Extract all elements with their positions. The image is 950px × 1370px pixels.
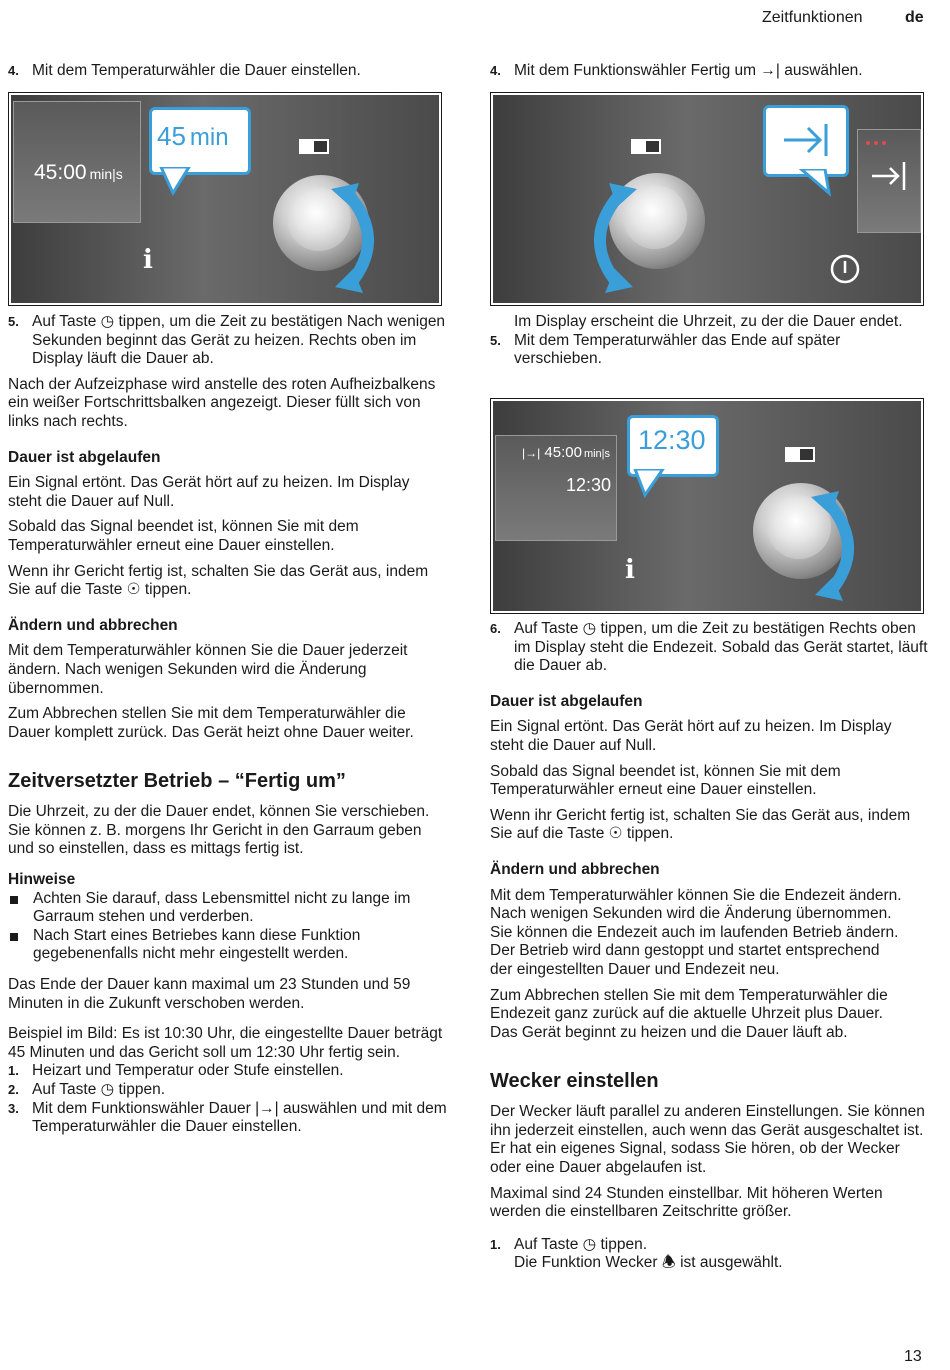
figure-endtime-panel: [490, 398, 924, 614]
power-icon: [829, 253, 861, 285]
bubble-tail: [159, 167, 199, 197]
display-duration: 45:00: [544, 444, 582, 461]
right-step-1: 1. Auf Taste ◷ tippen. Die Funktion Wecker 🕭 ist ausgewählt.: [490, 1235, 783, 1272]
para-wenn: Wenn ihr Gericht fertig ist, schalten Sie das Gerät aus, indem Sie auf die Taste ☉ tippen.: [490, 806, 911, 843]
figure-duration-panel: [8, 92, 442, 306]
info-icon: i: [143, 245, 153, 275]
right-text-2: [490, 620, 930, 1273]
clock-icon: ◷: [100, 1081, 115, 1098]
header-section: Zeitfunktionen: [762, 9, 863, 26]
bubble-tail: [633, 469, 673, 499]
bubble-45min: 45 min: [149, 107, 251, 175]
para-sobald: Sobald das Signal beendet ist, können Sie mit dem Temperaturwähler erneut eine Dauer einstellen.: [490, 762, 841, 799]
finish-time-icon: →|: [760, 62, 780, 79]
para-signal: Ein Signal ertönt. Das Gerät hört auf zu heizen. Im Display steht die Dauer auf Null.: [8, 474, 410, 510]
para-aendern: Mit dem Temperaturwähler können Sie die Dauer jederzeit ändern. Nach wenigen Sekunden wird die Änderung übernommen.: [8, 642, 408, 697]
bubble-endtime: 12:30: [627, 415, 719, 477]
para-wecker: Der Wecker läuft parallel zu anderen Einstellungen. Sie können ihn jederzeit einstellen, auch wenn das Gerät ausgeschaltet ist. Er hat ein eigenes Signal, sodass Sie hören, ob der Wecker oder eine Dauer abgelaufen ist.: [490, 1103, 925, 1177]
duration-icon: |→|: [522, 446, 541, 460]
bubble-finish-icon: [763, 105, 849, 177]
clock-icon: ◷: [582, 1235, 597, 1253]
header-lang: de: [905, 9, 924, 26]
heading-wecker: Wecker einstellen: [490, 1070, 659, 1093]
power-icon: ☉: [608, 825, 623, 843]
left-step-4: 4. Mit dem Temperaturwähler die Dauer einstellen.: [8, 62, 361, 79]
para-ende: Das Ende der Dauer kann maximal um 23 Stunden und 59 Minuten in die Zukunft verschoben werden.: [8, 976, 411, 1012]
list-item: Achten Sie darauf, dass Lebensmittel nicht zu lange im Garraum stehen und verderben.: [8, 890, 448, 927]
duration-icon: |→|: [255, 1099, 279, 1117]
left-step-3: 3. Mit dem Funktionswähler Dauer |→| auswählen und mit dem Temperaturwähler die Dauer einstellen.: [8, 1099, 447, 1136]
finish-time-icon: [870, 158, 910, 194]
clock-icon: ◷: [100, 313, 115, 330]
heading-aendern: Ändern und abbrechen: [490, 860, 660, 878]
heading-dauer-abgelaufen: Dauer ist abgelaufen: [490, 692, 643, 710]
left-step-2: 2. Auf Taste ◷ tippen.: [8, 1081, 166, 1098]
rotate-arrow-icon: [809, 491, 869, 601]
info-icon: i: [625, 555, 635, 585]
display-time: 45:00: [34, 161, 87, 184]
para-abbrechen: Zum Abbrechen stellen Sie mit dem Temperaturwähler die Dauer komplett zurück. Das Gerät heizt ohne Dauer weiter.: [8, 705, 414, 741]
para-beispiel: Beispiel im Bild: Es ist 10:30 Uhr, die eingestellte Dauer beträgt 45 Minuten und das Gericht soll um 12:30 Uhr fertig sein.: [8, 1025, 443, 1061]
heading-dauer-abgelaufen: Dauer ist abgelaufen: [8, 448, 161, 466]
toggle-icon: [299, 139, 329, 154]
para-sobald: Sobald das Signal beendet ist, können Sie mit dem Temperaturwähler erneut eine Dauer einstellen.: [8, 518, 359, 554]
figure-function-panel: [490, 92, 924, 306]
rotate-arrow-icon: [329, 183, 389, 293]
dots-icon: [864, 138, 894, 148]
rotate-arrow-icon: [579, 183, 639, 293]
display-clock: 12:30: [566, 475, 612, 495]
para-display-uhrzeit: Im Display erscheint die Uhrzeit, zu der die Dauer endet.: [514, 313, 903, 330]
heading-zeitversetzt: Zeitversetzter Betrieb – “Fertig um”: [8, 770, 346, 793]
power-icon: ☉: [126, 581, 141, 599]
display-box: [495, 435, 617, 541]
para-wenn: Wenn ihr Gericht fertig ist, schalten Sie das Gerät aus, indem Sie auf die Taste ☉ tippen.: [8, 562, 429, 599]
para-signal: Ein Signal ertönt. Das Gerät hört auf zu heizen. Im Display steht die Dauer auf Null.: [490, 718, 892, 754]
left-step-5: 5. Auf Taste ◷ tippen, um die Zeit zu bestätigen Nach wenigen Sekunden beginnt das Gerät zu heizen. Rechts oben im Display läuft die Dauer ab.: [8, 313, 446, 368]
para-abbrechen: Zum Abbrechen stellen Sie mit dem Temperaturwähler die Endezeit ganz zurück auf die aktuelle Uhrzeit plus Dauer. Das Gerät beginnt zu heizen und die Dauer läuft ab.: [490, 986, 888, 1041]
right-step-4: 4. Mit dem Funktionswähler Fertig um →| auswählen.: [490, 62, 863, 79]
finish-time-icon: [780, 120, 834, 160]
para-maximal: Maximal sind 24 Stunden einstellbar. Mit höheren Werten werden die einstellbaren Zeitschritte größer.: [490, 1184, 883, 1221]
display-box: [13, 101, 141, 223]
para-aufheizphase: Nach der Aufzeizphase wird anstelle des roten Aufheizbalkens ein weißer Fortschrittsbalken angezeigt. Dieser füllt sich von links nach rechts.: [8, 375, 436, 430]
display-unit: min|s: [89, 166, 123, 182]
display-box-right: [857, 129, 921, 233]
right-step-6: 6. Auf Taste ◷ tippen, um die Zeit zu bestätigen Rechts oben im Display steht die Endezeit. Sobald das Gerät startet, läuft die Dauer ab.: [490, 620, 928, 675]
para-aendern: Mit dem Temperaturwähler können Sie die Endezeit ändern. Nach wenigen Sekunden wird die Änderung übernommen. Sie können die Endezeit auch im laufenden Betrieb ändern. Der Betrieb wird dann gestoppt und startet entsprechend der eingestellten Dauer und Endezeit neu.: [490, 886, 902, 978]
toggle-icon: [631, 139, 661, 154]
left-step-1: 1. Heizart und Temperatur oder Stufe einstellen.: [8, 1062, 344, 1080]
bell-icon: 🕭: [661, 1254, 676, 1272]
bubble-tail: [799, 169, 839, 197]
heading-hinweise: Hinweise: [8, 871, 76, 889]
toggle-icon: [785, 447, 815, 462]
clock-icon: ◷: [582, 620, 597, 637]
left-column: [8, 62, 448, 81]
right-text-1: [490, 313, 930, 369]
para-uhrzeit: Die Uhrzeit, zu der die Dauer endet, können Sie verschieben. Sie können z. B. morgens Ihr Gericht in den Garraum geben und so einstellen, dass es mittags fertig ist.: [8, 803, 430, 858]
left-text-1: [8, 313, 448, 1137]
page-number: 13: [904, 1348, 922, 1365]
list-item: Nach Start eines Betriebes kann diese Funktion gegebenenfalls nicht mehr eingestellt werden.: [8, 927, 448, 964]
right-step-5: 5. Mit dem Temperaturwähler das Ende auf später verschieben.: [490, 331, 841, 368]
heading-aendern: Ändern und abbrechen: [8, 616, 178, 634]
right-step4-wrap: [490, 62, 930, 81]
display-unit: min|s: [583, 448, 611, 460]
